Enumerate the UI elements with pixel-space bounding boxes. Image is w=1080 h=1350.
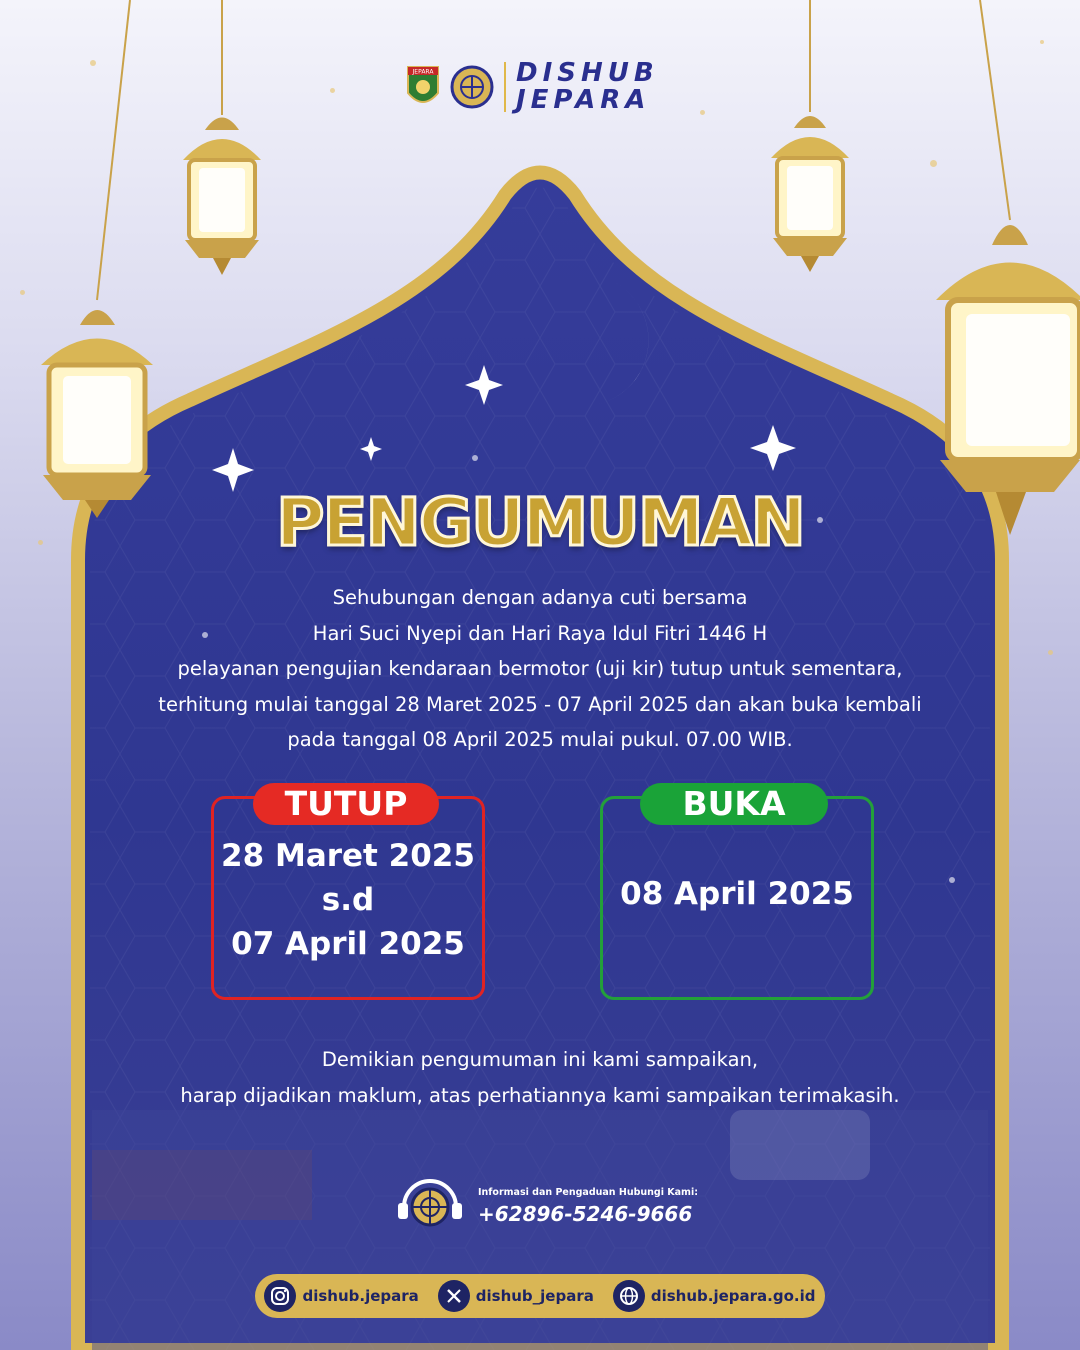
closing-line: Demikian pengumuman ini kami sampaikan, (321, 1048, 759, 1071)
lantern-icon (930, 0, 1080, 540)
website-handle: dishub.jepara.go.id (650, 1287, 816, 1305)
social-x[interactable] (438, 1280, 594, 1312)
open-badge: BUKA (640, 783, 828, 825)
globe-icon (613, 1280, 645, 1312)
closed-dates (211, 834, 485, 966)
social-bar (255, 1274, 825, 1318)
dishub-logo (406, 60, 659, 114)
x-handle: dishub_jepara (475, 1287, 594, 1305)
closed-badge: TUTUP (253, 783, 439, 825)
lantern-icon (35, 0, 160, 520)
announcement-line: Hari Suci Nyepi dan Hari Raya Idul Fitri 1446 H (312, 621, 768, 645)
contact-block (396, 1175, 698, 1237)
announcement-line: pelayanan pengujian kendaraan bermotor (uji kir) tutup untuk sementara, (177, 657, 903, 680)
social-website[interactable] (613, 1280, 816, 1312)
jepara-crest-icon (406, 63, 440, 111)
closed-from-date: 28 Maret 2025 (221, 838, 475, 874)
social-instagram[interactable] (264, 1280, 418, 1312)
lantern-icon (175, 0, 270, 280)
crest-label: JEPARA (412, 68, 434, 76)
instagram-handle: dishub.jepara (302, 1287, 419, 1305)
brand-line-2: JEPARA (516, 85, 651, 115)
page-title: PENGUMUMAN (276, 484, 804, 561)
contact-headline: Informasi dan Pengaduan Hubungi Kami: (478, 1186, 699, 1198)
dishub-emblem-icon (450, 65, 494, 109)
closing-line: harap dijadikan maklum, atas perhatiannya kami sampaikan terimakasih. (180, 1084, 900, 1107)
logo-divider (504, 62, 506, 112)
closed-to-date: 07 April 2025 (231, 926, 465, 962)
x-icon (438, 1280, 470, 1312)
instagram-icon (264, 1280, 296, 1312)
brand-name (516, 60, 659, 114)
lantern-icon (765, 0, 855, 275)
open-date: 08 April 2025 (620, 876, 854, 912)
announcement-line: pada tanggal 08 April 2025 mulai pukul. 07.00 WIB. (287, 728, 793, 751)
closed-separator: s.d (321, 882, 375, 918)
announcement-body (100, 580, 980, 758)
announcement-line: terhitung mulai tanggal 28 Maret 2025 - 07 April 2025 dan akan buka kembali (158, 692, 922, 716)
contact-phone[interactable]: +62896-5246-9666 (478, 1201, 693, 1226)
closing-text (100, 1042, 980, 1114)
headset-globe-icon (396, 1175, 464, 1237)
announcement-line: Sehubungan dengan adanya cuti bersama (332, 586, 748, 609)
brand-line-1: DISHUB (516, 58, 659, 88)
